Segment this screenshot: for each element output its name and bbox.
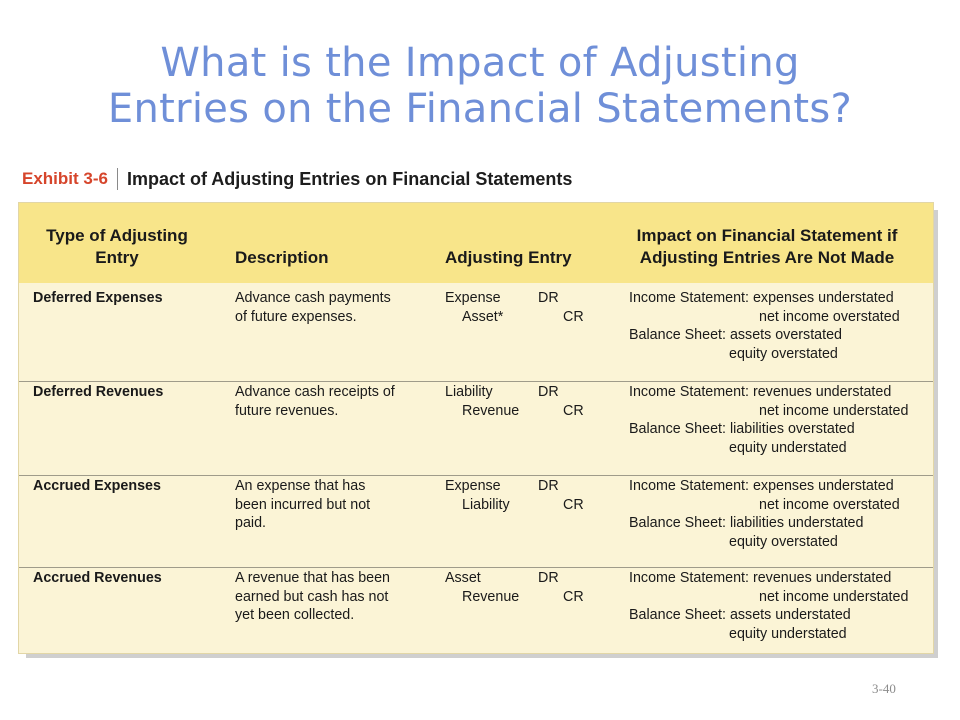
- impact-equity: equity understated: [729, 439, 847, 456]
- description-line: earned but cash has not: [235, 588, 389, 605]
- header-impact-line2: Adjusting Entries Are Not Made: [639, 248, 895, 267]
- slide-title-line1: What is the Impact of Adjusting: [160, 40, 800, 86]
- row-separator: [19, 475, 933, 476]
- row-separator: [19, 381, 933, 382]
- header-type-line2: Entry: [95, 248, 139, 267]
- row-separator: [19, 567, 933, 568]
- impact-net-income: net income understated: [759, 402, 909, 419]
- header-impact-line1: Impact on Financial Statement if: [636, 226, 898, 245]
- row-description: [235, 383, 395, 420]
- impact-equity: equity overstated: [729, 533, 838, 550]
- description-line: of future expenses.: [235, 308, 357, 325]
- description-line: been incurred but not: [235, 496, 371, 513]
- slide-title-line2: Entries on the Financial Statements?: [107, 86, 853, 132]
- impact-balance-sheet: Balance Sheet: assets overstated: [629, 327, 842, 344]
- impact-balance-sheet: Balance Sheet: liabilities understated: [629, 515, 864, 532]
- exhibit-title: Impact of Adjusting Entries on Financial Statements: [126, 168, 573, 189]
- header-description: Description: [235, 248, 329, 267]
- header-impact: [609, 225, 925, 269]
- description-line: Advance cash payments: [235, 290, 391, 306]
- impact-equity: equity understated: [729, 625, 847, 642]
- description-line: future revenues.: [235, 402, 339, 419]
- credit-account: Liability: [462, 496, 510, 513]
- impact-net-income: net income overstated: [759, 496, 900, 513]
- debit-account: Expense: [445, 478, 501, 494]
- impact-income-statement: Income Statement: revenues understated: [629, 570, 892, 586]
- impact-net-income: net income understated: [759, 588, 909, 605]
- impact-income-statement: Income Statement: expenses understated: [629, 478, 894, 494]
- credit-account: Revenue: [462, 588, 520, 605]
- description-line: Advance cash receipts of: [235, 384, 395, 400]
- row-description: [235, 289, 391, 326]
- header-adjusting-entry: Adjusting Entry: [445, 248, 572, 267]
- row-type: Deferred Revenues: [33, 384, 164, 400]
- slide-title: [0, 40, 960, 132]
- impact-net-income: net income overstated: [759, 308, 900, 325]
- credit-label: CR: [563, 402, 584, 419]
- debit-label: DR: [538, 478, 559, 494]
- row-description: [235, 477, 370, 533]
- row-description: [235, 569, 390, 625]
- credit-account: Asset*: [462, 308, 504, 325]
- debit-account: Liability: [445, 384, 493, 400]
- row-type: Deferred Expenses: [33, 290, 163, 306]
- impact-balance-sheet: Balance Sheet: assets understated: [629, 607, 851, 624]
- impact-equity: equity overstated: [729, 345, 838, 362]
- credit-label: CR: [563, 496, 584, 513]
- credit-label: CR: [563, 308, 584, 325]
- debit-label: DR: [538, 384, 559, 400]
- description-line: A revenue that has been: [235, 570, 391, 586]
- row-type: Accrued Expenses: [33, 478, 161, 494]
- debit-account: Expense: [445, 290, 501, 306]
- debit-account: Asset: [445, 570, 481, 586]
- description-line: paid.: [235, 515, 267, 532]
- debit-label: DR: [538, 290, 559, 306]
- debit-label: DR: [538, 570, 559, 586]
- exhibit-table: [18, 202, 934, 654]
- description-line: An expense that has: [235, 478, 366, 494]
- page-number: 3-40: [872, 681, 896, 696]
- header-type-line1: Type of Adjusting: [46, 226, 188, 245]
- row-type: Accrued Revenues: [33, 570, 162, 586]
- credit-label: CR: [563, 588, 584, 605]
- impact-income-statement: Income Statement: expenses understated: [629, 290, 894, 306]
- impact-balance-sheet: Balance Sheet: liabilities overstated: [629, 421, 855, 438]
- header-type: [31, 225, 203, 269]
- exhibit-label: Exhibit 3-6: [22, 169, 108, 188]
- description-line: yet been collected.: [235, 607, 355, 624]
- impact-income-statement: Income Statement: revenues understated: [629, 384, 892, 400]
- exhibit-header: [22, 166, 572, 192]
- credit-account: Revenue: [462, 402, 520, 419]
- exhibit-divider: [117, 168, 118, 190]
